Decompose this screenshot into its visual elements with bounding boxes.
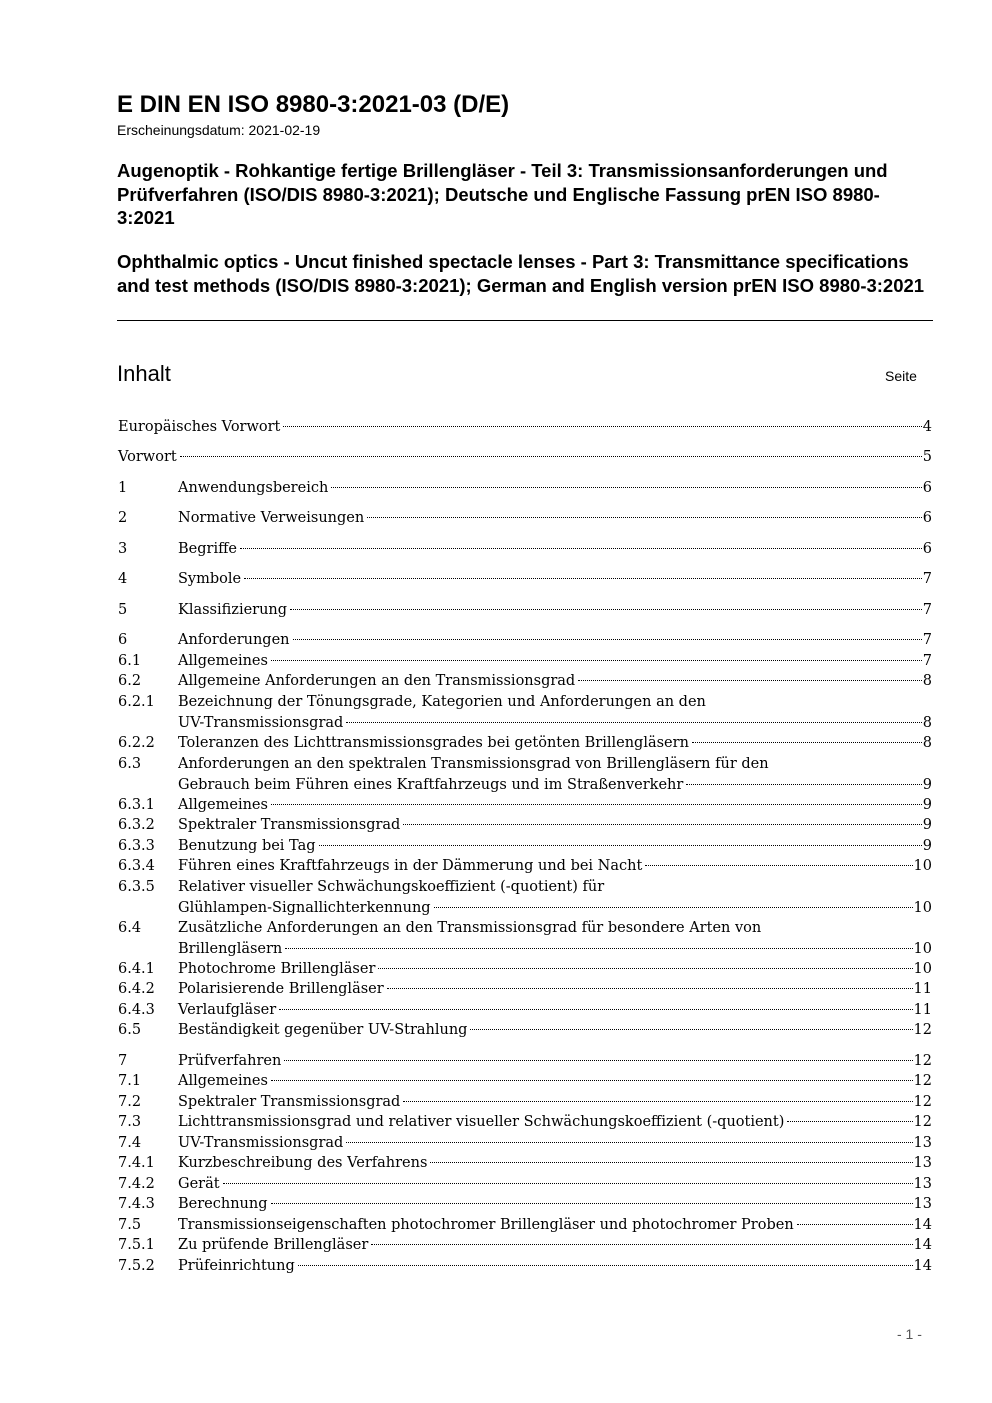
toc-entry-title: Allgemeine Anforderungen an den Transmissionsgrad	[178, 673, 576, 689]
toc-entry-number: 6.2.1	[118, 694, 155, 710]
toc-entry-number: 7.4	[118, 1135, 142, 1151]
toc-entry-title: Toleranzen des Lichttransmissionsgrades bei getönten Brillengläsern	[178, 735, 689, 751]
toc-entry-title: Anforderungen	[178, 632, 290, 648]
toc-entry-page: 9	[922, 817, 932, 833]
toc-dot-leader	[298, 1265, 913, 1266]
toc-entry-page: 7	[922, 602, 932, 618]
toc-entry-number: 6.4.2	[118, 981, 155, 997]
toc-entry-title: Allgemeines	[178, 653, 268, 669]
toc-entry-page: 13	[913, 1196, 932, 1212]
toc-entry-title-line: Relativer visueller Schwächungskoeffizient (-quotient) für	[178, 879, 605, 895]
toc-page-column-label: Seite	[885, 368, 917, 384]
toc-entry-page: 7	[922, 653, 932, 669]
toc-entry-title: Lichttransmissionsgrad und relativer visueller Schwächungskoeffizient (-quotient)	[178, 1114, 785, 1130]
toc-entry-number: 3	[118, 541, 128, 557]
toc-entry-page: 6	[922, 480, 932, 496]
toc-dot-leader	[271, 660, 922, 661]
toc-entry-title: Vorwort	[118, 449, 177, 465]
toc-dot-leader	[284, 1060, 912, 1061]
toc-entry-number: 6.2	[118, 673, 142, 689]
table-of-contents	[118, 0, 932, 1403]
toc-entry-title: Gerät	[178, 1176, 220, 1192]
toc-entry-page: 14	[913, 1217, 932, 1233]
toc-entry-number: 7.2	[118, 1094, 142, 1110]
toc-entry-page: 12	[913, 1073, 932, 1089]
toc-dot-leader	[346, 722, 921, 723]
toc-entry-number: 2	[118, 510, 128, 526]
toc-entry-title: UV-Transmissionsgrad	[178, 1135, 344, 1151]
toc-dot-leader	[271, 804, 922, 805]
toc-entry-number: 5	[118, 602, 128, 618]
toc-entry-number: 7.5.2	[118, 1258, 155, 1274]
toc-entry-number: 7.4.1	[118, 1155, 155, 1171]
toc-entry-number: 7	[118, 1053, 128, 1069]
toc-entry-page: 10	[913, 899, 932, 916]
toc-entry-title: Klassifizierung	[178, 602, 288, 618]
publication-date: Erscheinungsdatum: 2021-02-19	[117, 122, 321, 138]
toc-entry-number: 6.4.3	[118, 1002, 155, 1018]
toc-entry-number: 6.3.4	[118, 858, 155, 874]
toc-dot-leader	[331, 487, 921, 488]
toc-entry-title: Anwendungsbereich	[178, 480, 329, 496]
toc-entry-title: Beständigkeit gegenüber UV-Strahlung	[178, 1022, 468, 1038]
toc-entry-title: Europäisches Vorwort	[118, 419, 281, 435]
toc-entry-number: 7.3	[118, 1114, 142, 1130]
toc-entry-title: Spektraler Transmissionsgrad	[178, 1094, 401, 1110]
toc-entry-number: 6.2.2	[118, 735, 155, 751]
toc-dot-leader	[578, 680, 922, 681]
toc-entry-page: 12	[913, 1053, 932, 1069]
toc-dot-leader	[271, 1080, 913, 1081]
toc-entry-title: Prüfeinrichtung	[178, 1258, 295, 1274]
toc-entry-page: 9	[922, 776, 932, 793]
toc-entry-title: Benutzung bei Tag	[178, 838, 316, 854]
toc-entry-title-line: Anforderungen an den spektralen Transmissionsgrad von Brillengläsern für den	[178, 756, 769, 772]
toc-entry-page: 8	[922, 735, 932, 751]
toc-entry-number: 4	[118, 571, 128, 587]
toc-entry-title: Kurzbeschreibung des Verfahrens	[178, 1155, 428, 1171]
toc-dot-leader	[180, 456, 922, 457]
toc-dot-leader	[367, 517, 922, 518]
toc-dot-leader	[290, 609, 922, 610]
toc-entry-title: Transmissionseigenschaften photochromer Brillengläser und photochromer Proben	[178, 1217, 794, 1233]
toc-entry-number: 6.3.2	[118, 817, 155, 833]
toc-entry-page: 10	[913, 858, 932, 874]
toc-entry-page: 5	[922, 449, 932, 465]
page-number: - 1 -	[897, 1326, 922, 1342]
toc-dot-leader	[240, 548, 922, 549]
toc-entry-number: 7.4.2	[118, 1176, 155, 1192]
toc-dot-leader	[371, 1244, 912, 1245]
toc-entry-page: 12	[913, 1022, 932, 1038]
toc-entry-title: Gebrauch beim Führen eines Kraftfahrzeugs und im Straßenverkehr	[178, 776, 684, 793]
toc-entry-number: 7.1	[118, 1073, 142, 1089]
toc-entry-number: 7.5.1	[118, 1237, 155, 1253]
toc-dot-leader	[686, 784, 921, 785]
toc-entry-number: 6.5	[118, 1022, 142, 1038]
toc-entry-title: Verlaufgläser	[178, 1002, 277, 1018]
toc-dot-leader	[403, 824, 921, 825]
toc-entry-page: 13	[913, 1135, 932, 1151]
toc-entry-title: Begriffe	[178, 541, 237, 557]
toc-entry-page: 10	[913, 961, 932, 977]
toc-heading: Inhalt	[117, 361, 171, 386]
toc-entry-page: 11	[913, 981, 932, 997]
toc-entry-title: UV-Transmissionsgrad	[178, 714, 344, 731]
toc-dot-leader	[797, 1224, 913, 1225]
toc-entry-page: 11	[913, 1002, 932, 1018]
toc-dot-leader	[378, 968, 912, 969]
toc-entry-number: 1	[118, 480, 128, 496]
toc-entry-page: 9	[922, 838, 932, 854]
toc-entry-number: 7.4.3	[118, 1196, 155, 1212]
toc-entry-number: 6.3.1	[118, 797, 155, 813]
toc-entry-title: Berechnung	[178, 1196, 268, 1212]
toc-entry-page: 4	[922, 419, 932, 435]
toc-entry-number: 6	[118, 632, 128, 648]
toc-entry-page: 12	[913, 1114, 932, 1130]
toc-dot-leader	[319, 845, 922, 846]
toc-entry-title: Brillengläsern	[178, 940, 283, 957]
toc-entry-title: Zu prüfende Brillengläser	[178, 1237, 369, 1253]
toc-entry-page: 8	[922, 673, 932, 689]
toc-entry-page: 6	[922, 541, 932, 557]
toc-entry-title: Prüfverfahren	[178, 1053, 282, 1069]
toc-entry-page: 12	[913, 1094, 932, 1110]
toc-dot-leader	[430, 1162, 912, 1163]
toc-dot-leader	[293, 639, 922, 640]
toc-entry-title-line: Zusätzliche Anforderungen an den Transmissionsgrad für besondere Arten von	[178, 920, 762, 936]
toc-entry-number: 6.1	[118, 653, 142, 669]
toc-entry-title: Allgemeines	[178, 1073, 268, 1089]
toc-dot-leader	[285, 948, 912, 949]
toc-dot-leader	[283, 426, 921, 427]
toc-entry-title: Photochrome Brillengläser	[178, 961, 376, 977]
toc-entry-number: 6.4.1	[118, 961, 155, 977]
toc-dot-leader	[787, 1121, 912, 1122]
toc-entry-number: 6.4	[118, 920, 142, 936]
document-id: E DIN EN ISO 8980-3:2021-03 (D/E)	[117, 91, 510, 118]
toc-entry-page: 14	[913, 1237, 932, 1253]
toc-dot-leader	[271, 1203, 913, 1204]
toc-entry-page: 8	[922, 714, 932, 731]
toc-entry-page: 14	[913, 1258, 932, 1274]
toc-dot-leader	[470, 1029, 912, 1030]
toc-dot-leader	[692, 742, 922, 743]
toc-entry-number: 7.5	[118, 1217, 142, 1233]
toc-entry-number: 6.3.5	[118, 879, 155, 895]
toc-entry-title: Normative Verweisungen	[178, 510, 365, 526]
toc-dot-leader	[645, 865, 912, 866]
toc-entry-title: Allgemeines	[178, 797, 268, 813]
toc-entry-title: Spektraler Transmissionsgrad	[178, 817, 401, 833]
toc-entry-title: Polarisierende Brillengläser	[178, 981, 384, 997]
toc-entry-page: 6	[922, 510, 932, 526]
title-german: Augenoptik - Rohkantige fertige Brillengläser - Teil 3: Transmissionsanforderungen und Prüfverfahren (ISO/DIS 8980-3:2021); Deutsche und Englische Fassung prEN ISO 8980-3:2021	[117, 160, 888, 228]
toc-dot-leader	[223, 1183, 913, 1184]
toc-dot-leader	[279, 1009, 912, 1010]
toc-entry-title: Glühlampen-Signallichterkennung	[178, 899, 431, 916]
toc-dot-leader	[244, 578, 922, 579]
toc-entry-title: Symbole	[178, 571, 242, 587]
toc-entry-page: 13	[913, 1155, 932, 1171]
toc-entry-page: 7	[922, 571, 932, 587]
toc-dot-leader	[434, 907, 913, 908]
toc-dot-leader	[387, 988, 913, 989]
toc-entry-title: Führen eines Kraftfahrzeugs in der Dämmerung und bei Nacht	[178, 858, 643, 874]
toc-dot-leader	[403, 1101, 912, 1102]
toc-entry-page: 10	[913, 940, 932, 957]
toc-entry-number: 6.3	[118, 756, 142, 772]
toc-dot-leader	[346, 1142, 912, 1143]
toc-entry-title-line: Bezeichnung der Tönungsgrade, Kategorien und Anforderungen an den	[178, 694, 706, 710]
toc-entry-number: 6.3.3	[118, 838, 155, 854]
title-english: Ophthalmic optics - Uncut finished spectacle lenses - Part 3: Transmittance specifications and test methods (ISO/DIS 8980-3:2021); German and English version prEN ISO 8980-3:2021	[117, 251, 925, 296]
toc-entry-page: 9	[922, 797, 932, 813]
toc-entry-page: 7	[922, 632, 932, 648]
toc-entry-page: 13	[913, 1176, 932, 1192]
